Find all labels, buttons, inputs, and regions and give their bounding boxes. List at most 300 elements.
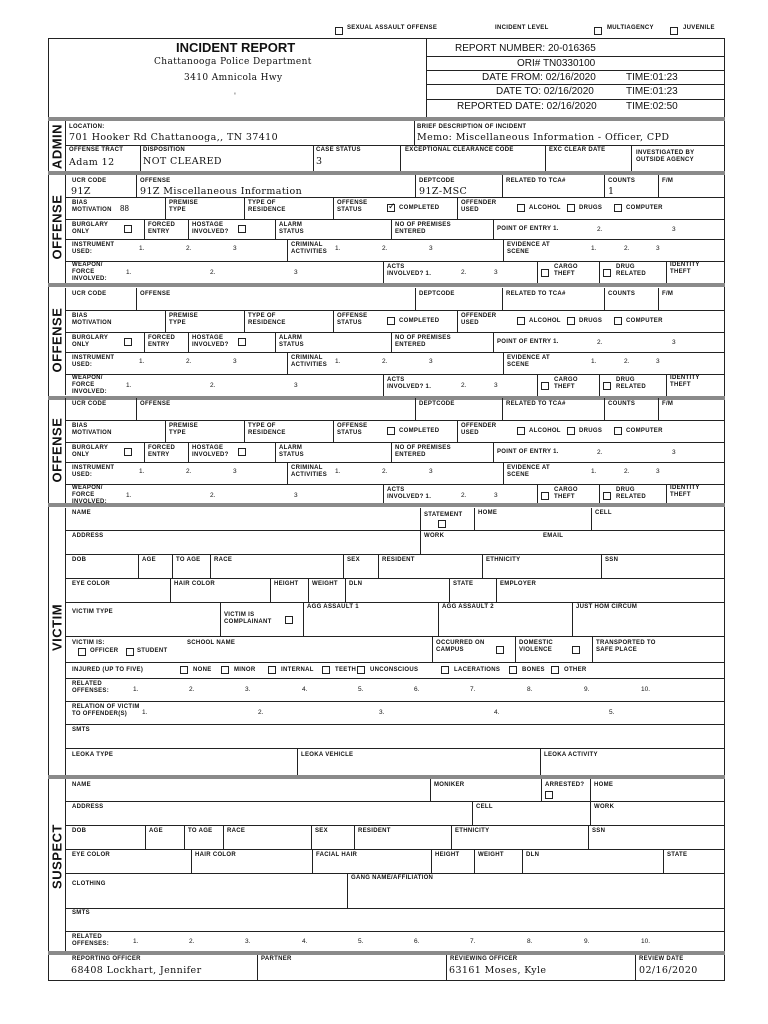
suspect-related-offense-3: 3. [245, 938, 251, 945]
offense-1-criminal-1: 1. [335, 245, 341, 252]
victim-statement-label: STATEMENT [424, 512, 463, 518]
offense-1-criminal-3: 3 [429, 245, 433, 252]
injury-bones-checkbox[interactable] [509, 666, 517, 674]
injury-lacerations-checkbox[interactable] [441, 666, 449, 674]
offense-3-hostage-checkbox[interactable] [238, 448, 246, 456]
offense-2-hostage-label: HOSTAGE INVOLVED? [192, 335, 229, 348]
offense-1-status-label: OFFENSE STATUS [337, 200, 368, 213]
victim-home-label: HOME [478, 510, 498, 516]
offense-3-drug-related-checkbox[interactable] [603, 492, 611, 500]
student-checkbox[interactable] [126, 648, 134, 656]
victim-employer-label: EMPLOYER [500, 581, 537, 587]
disposition-label: DISPOSITION [143, 147, 185, 153]
suspect-related-offense-1: 1. [133, 938, 139, 945]
reported-time: TIME:02:50 [626, 101, 678, 112]
offense-3-cargo-label: CARGO THEFT [554, 487, 578, 500]
victim-to-age-label: TO AGE [176, 557, 201, 563]
victim-ssn-label: SSN [605, 557, 619, 563]
reviewing-officer-value: 63161 Moses, Kyle [449, 965, 547, 976]
suspect-work-label: WORK [594, 804, 615, 810]
victim-eye-label: EYE COLOR [72, 581, 111, 587]
offense-3-deptcode-label: DEPTCODE [419, 401, 455, 407]
suspect-related-offense-6: 6. [414, 938, 420, 945]
offense-3-identity-label: IDENTITY THEFT [670, 485, 700, 498]
offense-1-fm-label: F/M [662, 178, 674, 184]
suspect-related-offense-10: 10. [641, 938, 651, 945]
offense-3-ucr-label: UCR CODE [72, 401, 107, 407]
offense-2-drug-related-checkbox[interactable] [603, 382, 611, 390]
officer-checkbox[interactable] [78, 648, 86, 656]
juvenile-checkbox[interactable] [670, 27, 678, 35]
admin-section-label: ADMIN [49, 123, 65, 170]
offense-3-fm-label: F/M [662, 401, 674, 407]
department-address: 3410 Amnicola Hwy [184, 73, 283, 83]
injury-none-label: NONE [193, 667, 212, 673]
injury-unconscious-checkbox[interactable] [357, 666, 365, 674]
offense-1-evidence-2: 2. [624, 245, 630, 252]
suspect-clothing-label: CLOTHING [72, 881, 106, 887]
incident-level-label: INCIDENT LEVEL [495, 25, 549, 31]
offense-2-bias-label: BIAS MOTIVATION [72, 313, 112, 326]
location-value: 701 Hooker Rd Chattanooga,, TN 37410 [69, 132, 279, 143]
offense-2-criminal-3: 3 [429, 358, 433, 365]
suspect-to-age-label: TO AGE [188, 828, 213, 834]
multiagency-checkbox[interactable] [594, 27, 602, 35]
offense-1-drug-related-checkbox[interactable] [603, 269, 611, 277]
offense-3-instrument-2: 2. [186, 468, 192, 475]
victim-related-offense-5: 5. [358, 686, 364, 693]
offense-3-weapon-1: 1. [126, 492, 132, 499]
case-status-label: CASE STATUS [316, 147, 361, 153]
victim-height-label: HEIGHT [274, 581, 299, 587]
suspect-hair-label: HAIR COLOR [195, 852, 236, 858]
offense-1-residence-label: TYPE OF RESIDENCE [248, 200, 286, 213]
offense-1-evidence-3: 3 [656, 245, 660, 252]
offense-3-evidence-1: 1. [591, 468, 597, 475]
offense-1-counts-label: COUNTS [608, 178, 636, 184]
suspect-related-offenses-label: RELATED OFFENSES: [72, 934, 110, 947]
officer-label: OFFICER [90, 648, 119, 654]
offense-2-section-label: OFFENSE [49, 307, 65, 373]
injury-teeth-checkbox[interactable] [322, 666, 330, 674]
relation-offender-3: 3. [379, 709, 385, 716]
offense-3-burglary-checkbox[interactable] [124, 448, 132, 456]
exceptional-clearance-label: EXCEPTIONAL CLEARANCE CODE [405, 147, 514, 153]
department-name: Chattanooga Police Department [154, 57, 312, 67]
suspect-age-label: AGE [149, 828, 163, 834]
injury-minor-checkbox[interactable] [221, 666, 229, 674]
student-label: STUDENT [137, 648, 168, 654]
victim-sex-label: SEX [347, 557, 360, 563]
offense-3-offender-used-label: OFFENDER USED [461, 423, 497, 436]
offense-2-point-entry-3: 3 [672, 339, 676, 346]
offense-1-acts-3: 3 [494, 269, 498, 276]
offense-1-computer-label: COMPUTER [626, 205, 663, 211]
offense-2-weapon-1: 1. [126, 382, 132, 389]
suspect-section-label: SUSPECT [49, 824, 65, 889]
offense-2-premises-entered-label: NO OF PREMISES ENTERED [395, 335, 451, 348]
admin-section-tab [48, 121, 66, 171]
report-title: INCIDENT REPORT [176, 40, 296, 55]
victim-email-label: EMAIL [543, 533, 564, 539]
offense-2-criminal-1: 1. [335, 358, 341, 365]
offense-3-weapon-label: WEAPON/ FORCE INVOLVED: [72, 485, 107, 505]
offense-2-evidence-label: EVIDENCE AT SCENE [507, 355, 550, 368]
offense-2-instrument-3: 3 [233, 358, 237, 365]
relation-offender-2: 2. [258, 709, 264, 716]
campus-label: OCCURRED ON CAMPUS [436, 640, 485, 653]
offense-1-point-entry-3: 3 [672, 226, 676, 233]
suspect-ethnicity-label: ETHNICITY [455, 828, 490, 834]
suspect-related-offense-9: 9. [584, 938, 590, 945]
offense-1-weapon-label: WEAPON/ FORCE INVOLVED: [72, 262, 107, 282]
transported-label: TRANSPORTED TO SAFE PLACE [596, 640, 656, 653]
agg-assault-2-label: AGG ASSAULT 2 [442, 604, 494, 610]
victim-dln-label: DLN [349, 581, 363, 587]
relation-offender-1: 1. [142, 709, 148, 716]
multiagency-label: MULTIAGENCY [607, 25, 654, 31]
victim-related-offenses-label: RELATED OFFENSES: [72, 681, 110, 694]
victim-related-offense-2: 2. [189, 686, 195, 693]
offense-1-offense-value: 91Z Miscellaneous Information [140, 186, 303, 197]
suspect-race-label: RACE [227, 828, 246, 834]
offense-1-burglary-label: BURGLARY ONLY [72, 222, 109, 235]
victim-type-label: VICTIM TYPE [72, 609, 113, 615]
suspect-home-label: HOME [594, 782, 614, 788]
offense-3-completed-label: COMPLETED [399, 428, 440, 434]
offense-2-instrument-2: 2. [186, 358, 192, 365]
offense-2-point-entry-label: POINT OF ENTRY 1. [497, 339, 559, 345]
victim-related-offense-1: 1. [133, 686, 139, 693]
offense-1-evidence-1: 1. [591, 245, 597, 252]
offense-3-burglary-label: BURGLARY ONLY [72, 445, 109, 458]
offense-2-evidence-3: 3 [656, 358, 660, 365]
offense-2-completed-checkbox[interactable] [387, 317, 395, 325]
injury-none-checkbox[interactable] [180, 666, 188, 674]
offense-2-computer-label: COMPUTER [626, 318, 663, 324]
offense-tract-label: OFFENSE TRACT [69, 147, 124, 153]
offense-2-deptcode-label: DEPTCODE [419, 291, 455, 297]
offense-1-drug-related-label: DRUG RELATED [616, 264, 646, 277]
suspect-smts-label: SMTS [72, 910, 90, 916]
offense-3-offense-label: OFFENSE [140, 401, 171, 407]
domestic-violence-checkbox[interactable] [572, 646, 580, 654]
victim-statement-checkbox[interactable] [438, 520, 446, 528]
suspect-related-offense-8: 8. [527, 938, 533, 945]
offense-2-acts-3: 3 [494, 382, 498, 389]
offense-2-residence-label: TYPE OF RESIDENCE [248, 313, 286, 326]
offense-2-alarm-label: ALARM STATUS [279, 335, 304, 348]
victim-race-label: RACE [214, 557, 233, 563]
offense-2-drugs-label: DRUGS [579, 318, 603, 324]
offense-2-acts-2: 2. [461, 382, 467, 389]
injury-internal-label: INTERNAL [281, 667, 314, 673]
victim-related-offense-7: 7. [470, 686, 476, 693]
location-label: LOCATION: [69, 124, 105, 130]
offense-3-section-label: OFFENSE [49, 417, 65, 483]
offense-2-section-tab [48, 288, 66, 395]
relation-label: RELATION OF VICTIM TO OFFENDER(S) [72, 704, 140, 717]
offense-1-drugs-label: DRUGS [579, 205, 603, 211]
review-date-label: REVIEW DATE [639, 956, 684, 962]
victim-age-label: AGE [142, 557, 156, 563]
victim-name-label: NAME [72, 510, 91, 516]
offense-1-acts-2: 2. [461, 269, 467, 276]
offense-2-drug-related-label: DRUG RELATED [616, 377, 646, 390]
offense-1-evidence-label: EVIDENCE AT SCENE [507, 242, 550, 255]
leoka-activity-label: LEOKA ACTIVITY [544, 752, 598, 758]
victim-hair-label: HAIR COLOR [174, 581, 215, 587]
offense-1-instrument-1: 1. [139, 245, 145, 252]
offense-3-hostage-label: HOSTAGE INVOLVED? [192, 445, 229, 458]
offense-3-weapon-2: 2. [210, 492, 216, 499]
offense-1-identity-label: IDENTITY THEFT [670, 262, 700, 275]
offense-1-cargo-label: CARGO THEFT [554, 264, 578, 277]
relation-offender-5: 5. [609, 709, 615, 716]
school-name-label: SCHOOL NAME [187, 640, 236, 646]
suspect-related-offense-5: 5. [358, 938, 364, 945]
victim-section-label: VICTIM [49, 603, 65, 652]
victim-complainant-checkbox[interactable] [285, 616, 293, 624]
campus-checkbox[interactable] [496, 646, 504, 654]
offense-1-alarm-label: ALARM STATUS [279, 222, 304, 235]
offense-3-bias-label: BIAS MOTIVATION [72, 423, 112, 436]
suspect-name-label: NAME [72, 782, 91, 788]
offense-1-burglary-checkbox[interactable] [124, 225, 132, 233]
offense-1-computer-checkbox[interactable] [614, 204, 622, 212]
offense-2-offense-label: OFFENSE [140, 291, 171, 297]
suspect-arrested-checkbox[interactable] [545, 791, 553, 799]
offense-3-point-entry-2: 2. [597, 449, 603, 456]
exc-clear-date-label: EXC CLEAR DATE [549, 147, 606, 153]
victim-state-label: STATE [453, 581, 474, 587]
suspect-moniker-label: MONIKER [434, 782, 465, 788]
offense-2-fm-label: F/M [662, 291, 674, 297]
offense-1-alcohol-label: ALCOHOL [529, 205, 561, 211]
offense-1-premise-label: PREMISE TYPE [169, 200, 199, 213]
offense-3-evidence-label: EVIDENCE AT SCENE [507, 465, 550, 478]
report-number: REPORT NUMBER: 20-016365 [455, 43, 596, 54]
offense-3-instrument-1: 1. [139, 468, 145, 475]
offense-1-drugs-checkbox[interactable] [567, 204, 575, 212]
offense-3-related-label: RELATED TO TCA# [506, 401, 566, 407]
offense-1-point-entry-2: 2. [597, 226, 603, 233]
offense-1-completed-label: COMPLETED [399, 205, 440, 211]
offense-1-deptcode-label: DEPTCODE [419, 178, 455, 184]
completed-check-mark: ✓ [388, 201, 396, 211]
offense-1-forced-label: FORCED ENTRY [148, 222, 176, 235]
offense-3-cargo-checkbox[interactable] [541, 492, 549, 500]
offense-2-forced-label: FORCED ENTRY [148, 335, 176, 348]
suspect-sex-label: SEX [315, 828, 328, 834]
suspect-dob-label: DOB [72, 828, 87, 834]
suspect-gang-label: GANG NAME/AFFILIATION [351, 875, 434, 881]
offense-1-deptcode-value: 91Z-MSC [419, 186, 468, 197]
offense-3-computer-checkbox[interactable] [614, 427, 622, 435]
offense-3-criminal-3: 3 [429, 468, 433, 475]
injury-lacerations-label: LACERATIONS [454, 667, 501, 673]
offense-2-identity-label: IDENTITY THEFT [670, 375, 700, 388]
offense-3-premises-entered-label: NO OF PREMISES ENTERED [395, 445, 451, 458]
offense-3-completed-checkbox[interactable] [387, 427, 395, 435]
offense-1-hostage-label: HOSTAGE INVOLVED? [192, 222, 229, 235]
offense-1-instrument-3: 3 [233, 245, 237, 252]
header-mark: ' [234, 92, 237, 100]
offense-1-premises-entered-label: NO OF PREMISES ENTERED [395, 222, 451, 235]
suspect-related-offense-2: 2. [189, 938, 195, 945]
offense-2-counts-label: COUNTS [608, 291, 636, 297]
injury-unconscious-label: UNCONSCIOUS [370, 667, 419, 673]
offense-1-related-label: RELATED TO TCA# [506, 178, 566, 184]
suspect-related-offense-4: 4. [302, 938, 308, 945]
offense-2-burglary-checkbox[interactable] [124, 338, 132, 346]
offense-2-evidence-1: 1. [591, 358, 597, 365]
offense-1-section-label: OFFENSE [49, 194, 65, 260]
offense-2-weapon-label: WEAPON/ FORCE INVOLVED: [72, 375, 107, 395]
suspect-address-label: ADDRESS [72, 804, 104, 810]
offense-1-offense-label: OFFENSE [140, 178, 171, 184]
offense-1-weapon-3: 3 [294, 269, 298, 276]
offense-2-cargo-checkbox[interactable] [541, 382, 549, 390]
victim-work-label: WORK [424, 533, 445, 539]
offense-2-evidence-2: 2. [624, 358, 630, 365]
offense-3-acts-label: ACTS INVOLVED? 1. [387, 487, 432, 500]
offense-1-bias-label: BIAS MOTIVATION [72, 200, 112, 213]
juvenile-label: JUVENILE [683, 25, 715, 31]
victim-related-offense-6: 6. [414, 686, 420, 693]
reporting-officer-value: 68408 Lockhart, Jennifer [71, 965, 202, 976]
ori-number: ORI# TN0330100 [517, 58, 596, 69]
offense-2-alcohol-checkbox[interactable] [517, 317, 525, 325]
reporting-officer-label: REPORTING OFFICER [72, 956, 141, 962]
offense-2-weapon-3: 3 [294, 382, 298, 389]
offense-1-counts-value: 1 [608, 186, 615, 197]
suspect-height-label: HEIGHT [435, 852, 460, 858]
offense-3-drug-related-label: DRUG RELATED [616, 487, 646, 500]
offense-2-point-entry-2: 2. [597, 339, 603, 346]
injury-teeth-label: TEETH [335, 667, 357, 673]
offense-2-instrument-1: 1. [139, 358, 145, 365]
offense-1-instrument-label: INSTRUMENT USED: [72, 242, 115, 255]
just-hom-label: JUST HOM CIRCUM [576, 604, 638, 610]
reviewing-officer-label: REVIEWING OFFICER [450, 956, 518, 962]
offense-2-burglary-label: BURGLARY ONLY [72, 335, 109, 348]
offense-3-acts-3: 3 [494, 492, 498, 499]
offense-1-ucr-value: 91Z [71, 186, 91, 197]
offense-1-section-tab [48, 175, 66, 283]
offense-2-ucr-label: UCR CODE [72, 291, 107, 297]
suspect-facial-hair-label: FACIAL HAIR [316, 852, 358, 858]
offense-2-alcohol-label: ALCOHOL [529, 318, 561, 324]
victim-smts-label: SMTS [72, 727, 90, 733]
offense-1-alcohol-checkbox[interactable] [517, 204, 525, 212]
offense-1-ucr-label: UCR CODE [72, 178, 107, 184]
offense-3-point-entry-3: 3 [672, 449, 676, 456]
victim-related-offense-3: 3. [245, 686, 251, 693]
suspect-related-offense-7: 7. [470, 938, 476, 945]
offense-1-criminal-label: CRIMINAL ACTIVITIES [291, 242, 328, 255]
victim-is-label: VICTIM IS: [72, 640, 105, 646]
offense-2-instrument-label: INSTRUMENT USED: [72, 355, 115, 368]
offense-2-related-label: RELATED TO TCA# [506, 291, 566, 297]
reported-date: REPORTED DATE: 02/16/2020 [457, 101, 597, 112]
partner-label: PARTNER [261, 956, 292, 962]
victim-resident-label: RESIDENT [382, 557, 415, 563]
victim-related-offense-10: 10. [641, 686, 651, 693]
offense-3-criminal-label: CRIMINAL ACTIVITIES [291, 465, 328, 478]
offense-2-status-label: OFFENSE STATUS [337, 313, 368, 326]
offense-2-criminal-label: CRIMINAL ACTIVITIES [291, 355, 328, 368]
suspect-section-tab [48, 779, 66, 954]
offense-1-acts-label: ACTS INVOLVED? 1. [387, 264, 432, 277]
offense-1-cargo-checkbox[interactable] [541, 269, 549, 277]
sexual-assault-label: SEXUAL ASSAULT OFFENSE [347, 25, 438, 31]
offense-1-criminal-2: 2. [382, 245, 388, 252]
offense-3-drugs-label: DRUGS [579, 428, 603, 434]
offense-1-hostage-checkbox[interactable] [238, 225, 246, 233]
suspect-cell-label: CELL [476, 804, 493, 810]
offense-3-alcohol-label: ALCOHOL [529, 428, 561, 434]
offense-1-bias-value: 88 [120, 204, 129, 213]
offense-3-criminal-1: 1. [335, 468, 341, 475]
offense-3-forced-label: FORCED ENTRY [148, 445, 176, 458]
sexual-assault-checkbox[interactable] [335, 27, 343, 35]
offense-3-section-tab [48, 398, 66, 505]
offense-3-evidence-2: 2. [624, 468, 630, 475]
suspect-eye-label: EYE COLOR [72, 852, 111, 858]
offense-3-drugs-checkbox[interactable] [567, 427, 575, 435]
suspect-weight-label: WEIGHT [478, 852, 504, 858]
offense-3-alarm-label: ALARM STATUS [279, 445, 304, 458]
offense-3-criminal-2: 2. [382, 468, 388, 475]
victim-related-offense-4: 4. [302, 686, 308, 693]
offense-2-hostage-checkbox[interactable] [238, 338, 246, 346]
offense-3-evidence-3: 3 [656, 468, 660, 475]
brief-description-value: Memo: Miscellaneous Information - Officer, CPD [417, 132, 670, 143]
date-to: DATE TO: 02/16/2020 [496, 86, 594, 97]
suspect-state-label: STATE [667, 852, 688, 858]
victim-address-label: ADDRESS [72, 533, 104, 539]
victim-weight-label: WEIGHT [312, 581, 338, 587]
time-from: TIME:01:23 [626, 72, 678, 83]
offense-1-offender-used-label: OFFENDER USED [461, 200, 497, 213]
case-status-value: 3 [316, 156, 323, 167]
offense-3-alcohol-checkbox[interactable] [517, 427, 525, 435]
victim-complainant-label: VICTIM IS COMPLAINANT [224, 612, 272, 625]
offense-2-cargo-label: CARGO THEFT [554, 377, 578, 390]
injury-internal-checkbox[interactable] [268, 666, 276, 674]
injured-label: INJURED (UP TO FIVE) [72, 667, 144, 673]
relation-offender-4: 4. [494, 709, 500, 716]
offense-2-criminal-2: 2. [382, 358, 388, 365]
offense-1-weapon-2: 2. [210, 269, 216, 276]
offense-2-drugs-checkbox[interactable] [567, 317, 575, 325]
injury-other-checkbox[interactable] [551, 666, 559, 674]
leoka-type-label: LEOKA TYPE [72, 752, 114, 758]
suspect-resident-label: RESIDENT [358, 828, 391, 834]
offense-2-completed-label: COMPLETED [399, 318, 440, 324]
offense-1-weapon-1: 1. [126, 269, 132, 276]
injury-bones-label: BONES [522, 667, 545, 673]
offense-2-premise-label: PREMISE TYPE [169, 313, 199, 326]
victim-dob-label: DOB [72, 557, 87, 563]
injury-other-label: OTHER [564, 667, 587, 673]
suspect-dln-label: DLN [526, 852, 540, 858]
victim-ethnicity-label: ETHNICITY [486, 557, 521, 563]
offense-2-computer-checkbox[interactable] [614, 317, 622, 325]
injury-minor-label: MINOR [234, 667, 256, 673]
offense-3-computer-label: COMPUTER [626, 428, 663, 434]
